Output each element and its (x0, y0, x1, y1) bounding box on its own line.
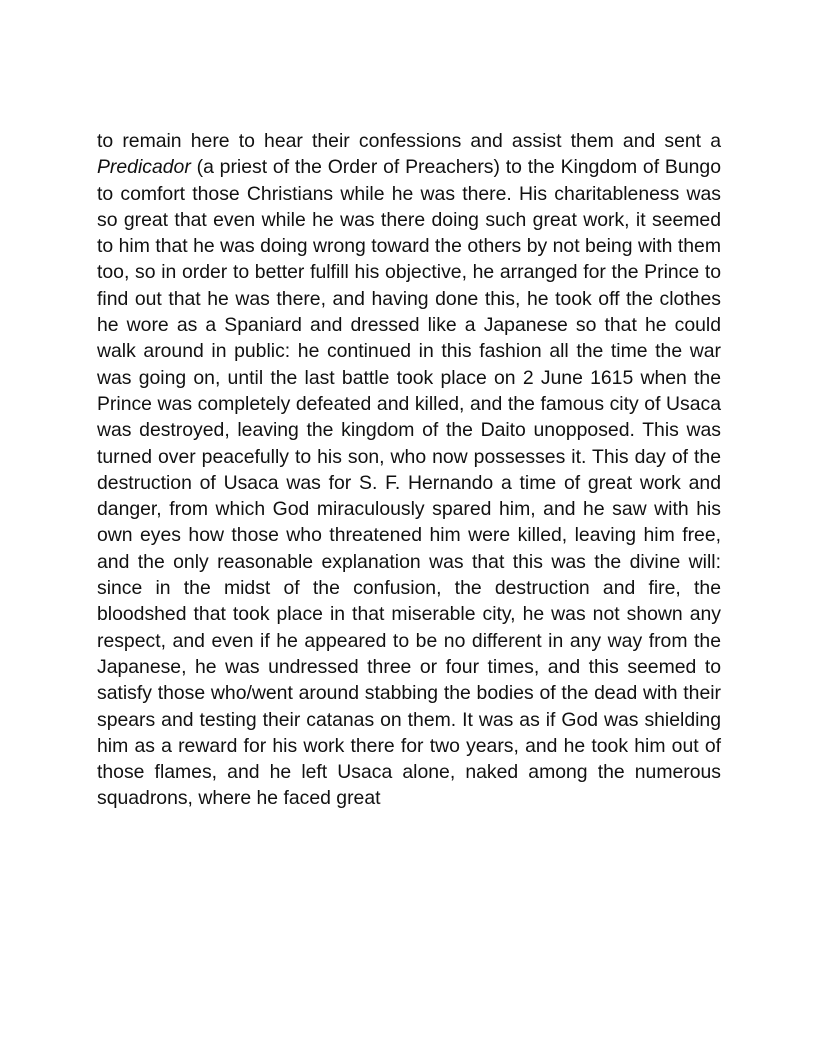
italic-term-predicador: Predicador (97, 156, 191, 179)
paragraph-text-rest: (a priest of the Order of Preachers) to the Kingdom of Bungo to comfort those Christians while he was there. His charitableness was so great that even while he was there doing such great work, it seemed to him that he was doing wrong toward the others by not being with them too, so in order to better fulfill his objective, he arranged for the Prince to find out that he was there, and having done this, he took off the clothes he wore as a Spaniard and dressed like a Japanese so that he could walk around in public: he continued in this fashion all the time the war was going on, until the last battle took place on 2 June 1615 when the Prince was completely defeated and killed, and the famous city of Usaca was destroyed, leaving the kingdom of the Daito unopposed. This was turned over peacefully to his son, who now possesses it. This day of the destruction of Usaca was for S. F. Hernando a time of great work and danger, from which God miraculously spared him, and he saw with his own eyes how those who threatened him were killed, leaving him free, and the only reasonable explanation was that this was the divine will: since in the midst of the confusion, the destruction and fire, the bloodshed that took place in that miserable city, he was not shown any respect, and even if he appeared to be no different in any way from the Japanese, he was undressed three or four times, and this seemed to satisfy those who/went around stabbing the bodies of the dead with their spears and testing their catanas on them. It was as if God was shielding him as a reward for his work there for two years, and he took him out of those flames, and he left Usaca alone, naked among the numerous squadrons, where he faced great (97, 156, 721, 810)
body-paragraph (97, 128, 721, 812)
paragraph-text-start: to remain here to hear their confessions and assist them and sent a (97, 130, 721, 152)
